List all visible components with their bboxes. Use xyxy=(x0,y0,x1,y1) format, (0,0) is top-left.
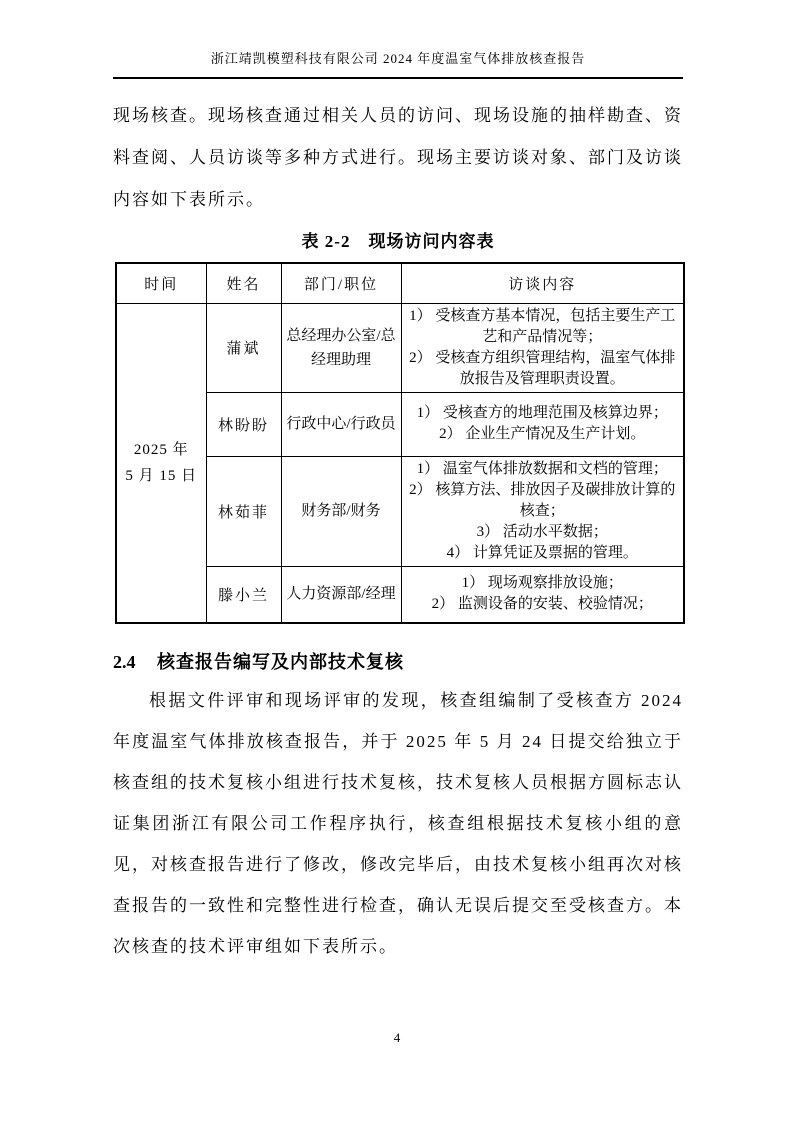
section-title: 核查报告编写及内部技术复核 xyxy=(157,652,404,672)
intro-paragraph: 现场核查。现场核查通过相关人员的访问、现场设施的抽样勘查、资料查阅、人员访谈等多种方式进行。现场主要访谈对象、部门及访谈内容如下表所示。 xyxy=(113,106,683,209)
interview-content-cell xyxy=(401,303,684,392)
interview-item: 4） 计算凭证及票据的管理。 xyxy=(446,544,638,561)
header-title: 浙江靖凯模塑科技有限公司 2024 年度温室气体排放核查报告 xyxy=(210,51,586,66)
name-cell: 林盼盼 xyxy=(206,392,281,456)
table-row xyxy=(116,303,684,392)
name-cell: 林茹菲 xyxy=(206,456,281,566)
interview-item: 1） 温室气体排放数据和文档的管理； xyxy=(416,460,668,477)
page-number: 4 xyxy=(393,1030,401,1045)
time-line-2: 5 月 15 日 xyxy=(125,467,198,484)
col-header-department: 部门/职位 xyxy=(281,263,401,303)
interview-item: 2） 监测设备的安装、校验情况； xyxy=(431,596,653,613)
department-cell: 行政中心/行政员 xyxy=(281,392,401,456)
section-paragraph: 根据文件评审和现场评审的发现，核查组编制了受核查方 2024 年度温室气体排放核查报告，并于 2025 年 5 月 24 日提交给独立于核查组的技术复核小组进行技术复核，技术复核人员根据方圆标志认证集团浙江有限公司工作程序执行，核查组根据技术复核小组的意见，对核查报告进行了修改，修改完毕后，由技术复核小组再次对核查报告的一致性和完整性进行检查，确认无误后提交至受核查方。本次核查的技术评审组如下表所示。 xyxy=(113,691,683,956)
department-cell: 人力资源部/经理 xyxy=(281,566,401,623)
section-heading xyxy=(113,648,683,674)
interview-content-cell xyxy=(401,456,684,566)
table-title: 表 2-2 现场访问内容表 xyxy=(301,232,495,251)
time-line-1: 2025 年 xyxy=(133,441,189,458)
name-cell: 滕小兰 xyxy=(206,566,281,623)
interview-item: 2） 企业生产情况及生产计划。 xyxy=(439,426,646,442)
interview-item: 3） 活动水平数据； xyxy=(476,523,608,540)
interview-item: 2） 受核查方组织管理结构，温室气体排放报告及管理职责设置。 xyxy=(409,349,676,387)
interview-content-cell xyxy=(401,566,684,623)
time-cell xyxy=(116,303,206,623)
section-number: 2.4 xyxy=(113,652,136,672)
visit-table xyxy=(115,262,685,624)
table-header-row xyxy=(116,263,684,303)
interview-content-cell xyxy=(401,392,684,456)
name-cell: 蒲斌 xyxy=(206,303,281,392)
interview-item: 1） 受核查方基本情况，包括主要生产工艺和产品情况等； xyxy=(409,307,676,345)
department-cell: 总经理办公室/总经理助理 xyxy=(281,303,401,392)
col-header-time: 时间 xyxy=(116,263,206,303)
interview-item: 1） 受核查方的地理范围及核算边界； xyxy=(416,405,668,421)
page-header xyxy=(113,48,683,79)
interview-item: 2） 核算方法、排放因子及碳排放计算的核查； xyxy=(409,481,676,519)
department-cell: 财务部/财务 xyxy=(281,456,401,566)
col-header-name: 姓名 xyxy=(206,263,281,303)
interview-item: 1） 现场观察排放设施； xyxy=(461,575,623,592)
col-header-content: 访谈内容 xyxy=(401,263,684,303)
